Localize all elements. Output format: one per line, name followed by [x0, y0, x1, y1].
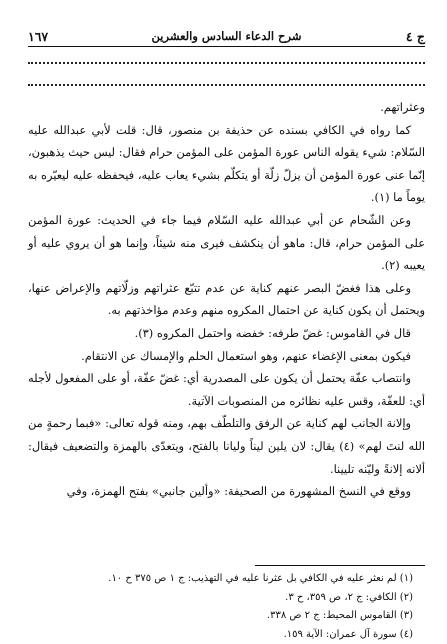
footnote: (٣) القاموس المحيط: ج ٢ ص ٣٣٨.	[28, 607, 413, 626]
footnote: (٤) سورة آل عمران: الآية ١٥٩.	[28, 626, 413, 644]
paragraph: ووقع في النسخ المشهورة من الصحيفة: «وألين جانبي» بفتح الهمزة، وفي	[28, 480, 425, 503]
paragraph: وعثراتهم.	[28, 96, 425, 119]
dotted-divider	[28, 62, 425, 64]
paragraph: وعن الشّحام عن أبي عبدالله عليه السّلام فيما جاء في الحديث: عورة المؤمن على المؤمن حرام، قال: ماهو أن ينكشف فيرى منه شيئاً، وإنما هو أن يروي عليه أو يعيبه (٢).	[28, 209, 425, 277]
footnote: (١) لم نعثر عليه في الكافي بل عثرنا عليه في التهذيب: ج ١ ص ٣٧٥ ح ١٠.	[28, 570, 413, 589]
main-text	[28, 96, 425, 503]
volume-label: ج ٤	[406, 29, 425, 44]
footnote: (٢) الكافي: ج ٢، ص ٣٥٩، ح ٣.	[28, 589, 413, 608]
paragraph: كما رواه في الكافي بسنده عن حذيفة بن منصور، قال: قلت لأبي عبدالله عليه السّلام: شيء يقوله الناس عورة المؤمن على المؤمن حرام فقال: ليس حيث يذهبون، إنّما عنى عورة المؤمن أن يزلّ زلّة أو يتكلّم بشيء يعاب عليه، فيحفظه عليه ليعيّره به يوماً ما (١).	[28, 119, 425, 209]
page-number: ١٦٧	[28, 29, 48, 44]
running-title: شرح الدعاء السادس والعشرين	[28, 29, 425, 43]
paragraph: فيكون بمعنى الإغضاء عنهم، وهو استعمال الحلم والإمساك عن الانتقام.	[28, 345, 425, 368]
paragraph: وانتصاب عفّة يحتمل أن يكون على المصدرية أي: غضّ عفّة، أو على المفعول لأجله أي: للعفّة، وقس عليه نظائره من المنصوبات الآتية.	[28, 367, 425, 412]
footnotes	[28, 570, 413, 644]
page-header	[28, 22, 425, 47]
paragraph: وإلانة الجانب لهم كناية عن الرفق والتلطّف بهم، ومنه قوله تعالى: «فبما رحمةٍ من الله لنتَ لهم» (٤) يقال: لان يلين ليناً وليانا بالفتح، ويتعدّى بالهمزة والتضعيف فيقال: ألانه إلانةً وليّنه تليينا.	[28, 412, 425, 480]
footnote-rule	[255, 565, 425, 566]
paragraph: وعلى هذا فغضّ البصر عنهم كناية عن عدم تتبّع عثراتهم وزلّاتهم والإعراض عنها، ويحتمل أن يكون كناية عن احتمال المكروه منهم وعدم مؤاخذتهم به.	[28, 277, 425, 322]
dotted-divider	[28, 84, 425, 86]
paragraph: قال في القاموس: غضّ طرفه: خفضه واحتمل المكروه (٣).	[28, 322, 425, 345]
